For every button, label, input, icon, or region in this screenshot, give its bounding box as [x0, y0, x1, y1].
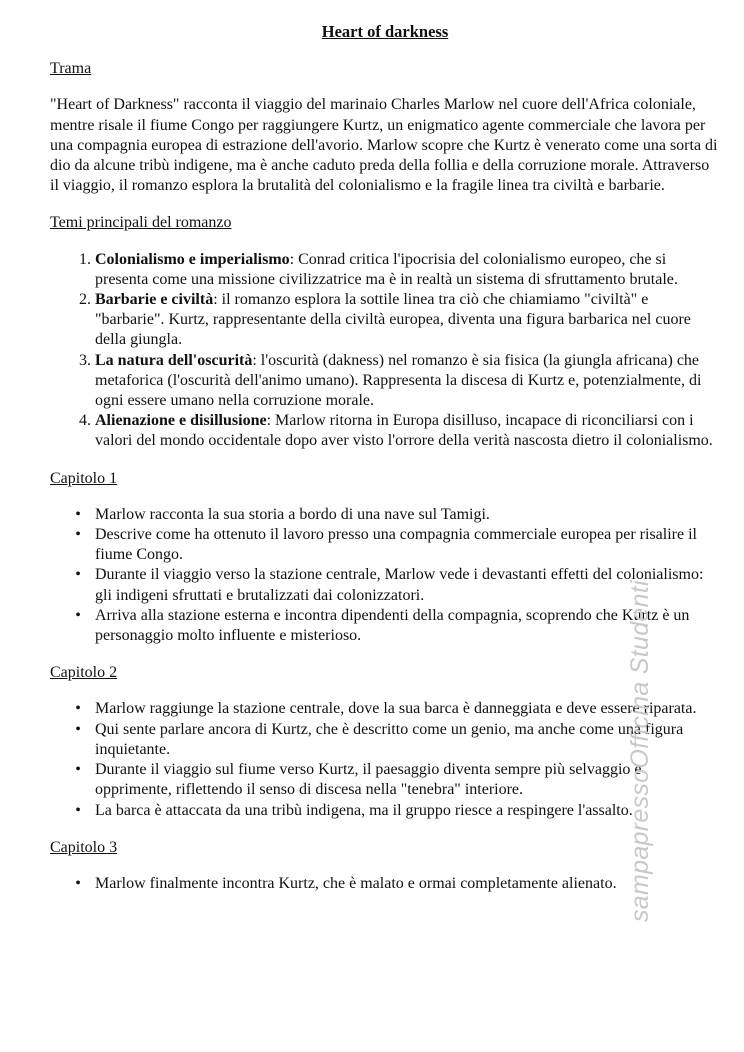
list-item-text: Arriva alla stazione esterna e incontra dipendenti della compagnia, scoprendo che Kurtz è un personaggio molto influente e misterioso. — [95, 606, 690, 645]
bullet-icon: • — [75, 526, 81, 544]
list-item-text: Marlow racconta la sua storia a bordo di una nave sul Tamigi. — [95, 505, 490, 523]
list-item-text: La barca è attaccata da una tribù indigena, ma il gruppo riesce a respingere l'assalto. — [95, 801, 633, 819]
capitolo-3-list — [50, 874, 720, 894]
heading-capitolo-1: Capitolo 1 — [50, 469, 118, 487]
bullet-icon: • — [75, 761, 81, 779]
bullet-icon: • — [75, 874, 81, 892]
theme-item — [95, 250, 720, 290]
capitolo-1-list — [50, 505, 720, 646]
capitolo-2-list — [50, 699, 720, 820]
heading-capitolo-2: Capitolo 2 — [50, 664, 118, 682]
list-item — [75, 525, 720, 565]
list-item-text: Descrive come ha ottenuto il lavoro presso una compagnia commerciale europea per risalire il fiume Congo. — [95, 526, 697, 564]
theme-item — [95, 290, 720, 351]
theme-term: La natura dell'oscurità — [95, 351, 253, 369]
theme-item — [95, 351, 720, 412]
list-item — [75, 505, 720, 525]
heading-temi: Temi principali del romanzo — [50, 214, 232, 232]
themes-list — [50, 250, 720, 452]
list-item-text: Durante il viaggio sul fiume verso Kurtz, il paesaggio diventa sempre più selvaggio e opprimente, riflettendo il senso di discesa nella "tenebra" interiore. — [95, 761, 642, 799]
list-item-text: Durante il viaggio verso la stazione centrale, Marlow vede i devastanti effetti del colonialismo: gli indigeni sfruttati e brutalizzati dai colonizzatori. — [95, 566, 704, 604]
bullet-icon: • — [75, 566, 81, 584]
theme-text: : l'oscurità (dakness) nel romanzo è sia fisica (la giungla africana) che metaforica (l'oscurità dell'animo umano). Rappresenta la discesa di Kurtz e, potenzialmente, di ogni essere umano nella corruzione morale. — [95, 351, 702, 410]
theme-text: : il romanzo esplora la sottile linea tra ciò che chiamiamo "civiltà" e "barbarie". Kurtz, rappresentante della civiltà europea, diventa una figura barbarica nel cuore della giungla. — [95, 291, 691, 349]
theme-item — [95, 411, 720, 451]
theme-term: Alienazione e disillusione — [95, 412, 267, 430]
theme-term: Barbarie e civiltà — [95, 291, 214, 309]
theme-text: : Conrad critica l'ipocrisia del colonialismo europeo, che si presenta come una missione civilizzatrice ma è in realtà un sistema di sfruttamento brutale. — [95, 250, 678, 288]
heading-trama: Trama — [50, 60, 92, 78]
trama-paragraph: "Heart of Darkness" racconta il viaggio del marinaio Charles Marlow nel cuore dell'Africa coloniale, mentre risale il fiume Congo per raggiungere Kurtz, un enigmatico agente commerciale che lavora per una compagnia europea di estrazione dell'avorio. Marlow scopre che Kurtz è venerato come una sorta di dio da alcune tribù indigene, ma è anche caduto preda della follia e della corruzione morale. Attraverso il viaggio, il romanzo esplora la brutalità del colonialismo e la fragile linea tra civiltà e barbarie. — [50, 96, 718, 195]
bullet-icon: • — [75, 606, 81, 624]
watermark: sampapressoOfficina Studenti — [626, 580, 654, 922]
list-item-text: Marlow raggiunge la stazione centrale, dove la sua barca è danneggiata e deve essere riparata. — [95, 700, 697, 718]
document-title: Heart of darkness — [321, 22, 449, 41]
list-item-text: Qui sente parlare ancora di Kurtz, che è descritto come un genio, ma anche come una figura inquietante. — [95, 720, 684, 758]
heading-capitolo-3: Capitolo 3 — [50, 838, 118, 856]
theme-text: : Marlow ritorna in Europa disilluso, incapace di riconciliarsi con i valori del mondo occidentale dopo aver visto l'orrore della verità nascosta dietro il colonialismo. — [95, 412, 713, 450]
document-page — [50, 22, 720, 894]
bullet-icon: • — [75, 505, 81, 523]
bullet-icon: • — [75, 700, 81, 718]
bullet-icon: • — [75, 720, 81, 738]
list-item-text: Marlow finalmente incontra Kurtz, che è malato e ormai completamente alienato. — [95, 874, 617, 892]
theme-term: Colonialismo e imperialismo — [95, 250, 290, 268]
bullet-icon: • — [75, 801, 81, 819]
